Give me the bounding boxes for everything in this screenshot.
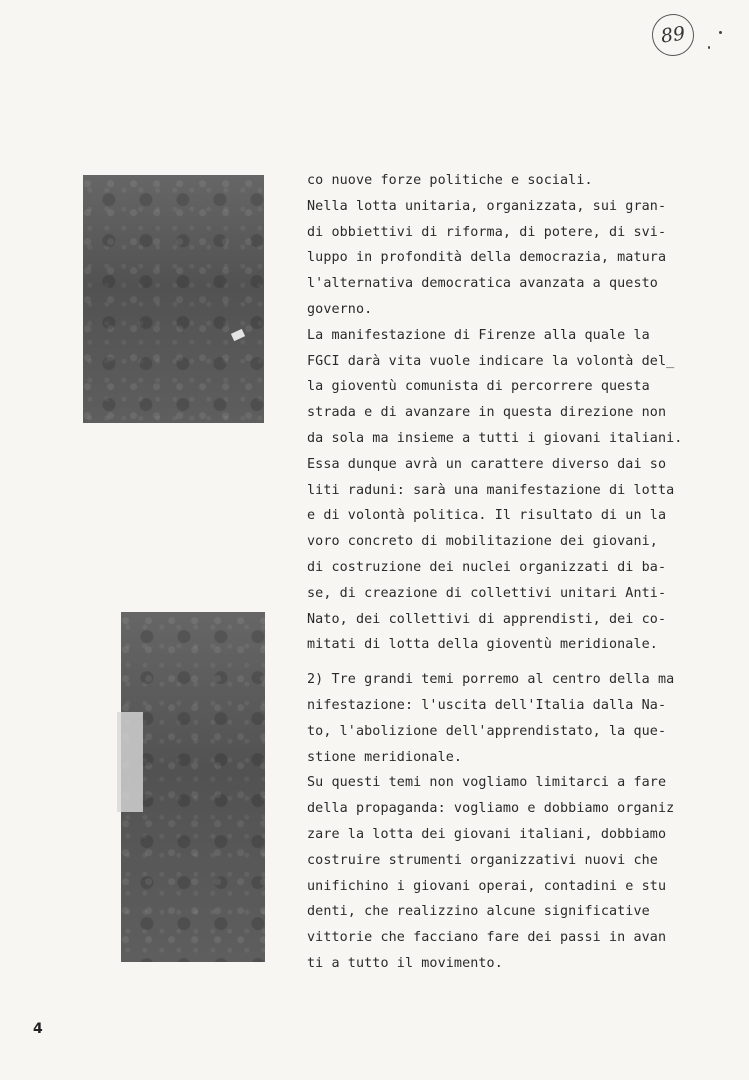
text-line: La manifestazione di Firenze alla quale la <box>307 327 650 343</box>
photo-highlight <box>117 712 143 812</box>
text-line: governo. <box>307 301 373 317</box>
text-line: costruire strumenti organizzativi nuovi che <box>307 852 658 868</box>
text-line: to, l'abolizione dell'apprendistato, la que- <box>307 723 667 739</box>
text-line: ti a tutto il movimento. <box>307 955 503 971</box>
text-line: FGCI darà vita vuole indicare la volontà del_ <box>307 353 675 369</box>
text-line: denti, che realizzino alcune significative <box>307 904 650 920</box>
text-line: voro concreto di mobilitazione dei giovani, <box>307 534 658 550</box>
archive-page-stamp <box>649 11 696 58</box>
text-line: luppo in profondità della democrazia, matura <box>307 250 667 266</box>
ink-speck <box>719 31 722 34</box>
text-line: Su questi temi non vogliamo limitarci a fare <box>307 775 667 791</box>
text-line: stione meridionale. <box>307 749 463 765</box>
text-line: la gioventù comunista di percorrere questa <box>307 379 650 395</box>
text-line: Nella lotta unitaria, organizzata, sui gran- <box>307 198 667 214</box>
text-line: vittorie che facciano fare dei passi in avan <box>307 930 667 946</box>
ink-speck <box>708 46 710 49</box>
text-line: da sola ma insieme a tutti i giovani italiani. <box>307 430 683 446</box>
text-line: l'alternativa democratica avanzata a questo <box>307 276 658 292</box>
paragraph-gap <box>307 658 717 667</box>
photo-highlight <box>231 329 245 341</box>
text-line: mitati di lotta della gioventù meridionale. <box>307 637 658 653</box>
photo-top <box>83 175 264 423</box>
text-line: nifestazione: l'uscita dell'Italia dalla Na- <box>307 697 667 713</box>
text-line: Nato, dei collettivi di apprendisti, dei co- <box>307 611 667 627</box>
text-line: zare la lotta dei giovani italiani, dobbiamo <box>307 826 667 842</box>
text-line: se, di creazione di collettivi unitari Anti- <box>307 585 667 601</box>
text-line: unifichino i giovani operai, contadini e stu <box>307 878 667 894</box>
page-number: 4 <box>33 1021 43 1037</box>
text-line: di obbiettivi di riforma, di potere, di svi- <box>307 224 667 240</box>
body-text <box>307 168 717 977</box>
photo-bottom <box>121 612 265 962</box>
paragraph-continuation <box>307 168 717 658</box>
text-line: co nuove forze politiche e sociali. <box>307 173 593 188</box>
text-line: della propaganda: vogliamo e dobbiamo organiz <box>307 801 675 817</box>
text-line: 2) Tre grandi temi porremo al centro della ma <box>307 672 675 688</box>
stamp-number: 89 <box>659 22 687 48</box>
text-line: strada e di avanzare in questa direzione non <box>307 405 667 421</box>
paragraph-point-2 <box>307 667 717 977</box>
text-line: liti raduni: sarà una manifestazione di lotta <box>307 482 675 498</box>
text-line: di costruzione dei nuclei organizzati di ba- <box>307 559 667 575</box>
text-line: Essa dunque avrà un carattere diverso dai so <box>307 456 667 472</box>
text-line: e di volontà politica. Il risultato di un la <box>307 508 667 524</box>
